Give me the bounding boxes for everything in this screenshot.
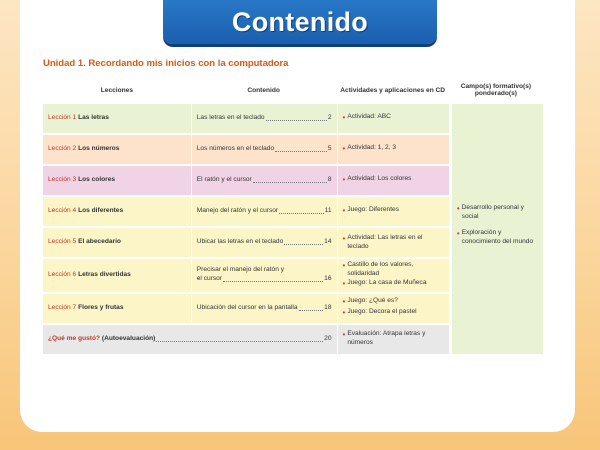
- activity-item: Actividad: Las letras en el teclado: [347, 233, 423, 250]
- activity-item: Juego: ¿Qué es?: [347, 297, 398, 305]
- content-cell: [191, 135, 337, 164]
- page-number: 11: [324, 207, 332, 215]
- content-text: Precisar el manejo del ratón y: [196, 266, 284, 274]
- title-banner: [163, 0, 437, 44]
- page-number: 14: [324, 238, 332, 246]
- page-number: 5: [327, 145, 332, 153]
- lesson-number: Lección 3: [48, 176, 77, 184]
- page-number: 2: [327, 114, 332, 122]
- lesson-number: Lección 1: [48, 114, 77, 122]
- content-cell: [191, 294, 337, 323]
- activity-item: Juego: Decora el pastel: [347, 308, 417, 316]
- contents-table: [43, 76, 543, 356]
- content-text: Manejo del ratón y el cursor: [196, 207, 279, 215]
- lesson-name: Los diferentes: [78, 207, 124, 215]
- col-campo: Campo(s) formativo(s) ponderado(s): [460, 83, 532, 97]
- lesson-number: Lección 5: [48, 238, 77, 246]
- lesson-cell: [43, 228, 191, 257]
- content-text: Las letras en el teclado: [196, 114, 265, 122]
- campo-item: Exploración y conocimiento del mundo: [461, 228, 534, 245]
- campo-item: Desarrollo personal y social: [461, 204, 524, 220]
- col-content: Contenido: [247, 86, 280, 94]
- content-cell: [191, 166, 337, 195]
- lesson-number: Lección 7: [48, 303, 77, 311]
- lesson-cell: [43, 135, 191, 164]
- activities-cell: • Juego: Diferentes: [337, 197, 449, 226]
- table-row: [43, 104, 543, 133]
- table-header: [43, 78, 543, 102]
- activities-cell: • Castillo de los valores, solidaridad • Juego: La casa de Muñeca: [337, 259, 449, 292]
- activity-item: Juego: Diferentes: [347, 206, 399, 214]
- self-eval-label: (Autoevaluación): [101, 334, 156, 342]
- activities-cell: • Juego: ¿Qué es? • Juego: Decora el pastel: [337, 294, 449, 323]
- lesson-name: El abecedario: [78, 238, 121, 246]
- page-title: Contenido: [231, 6, 369, 37]
- lesson-cell: [43, 166, 191, 195]
- lesson-number: Lección 6: [48, 270, 77, 278]
- activity-item: Actividad: Los colores: [347, 175, 412, 183]
- self-eval-title: ¿Qué me gustó?: [48, 334, 101, 342]
- content-cell: [191, 259, 337, 292]
- lesson-cell: [43, 104, 191, 133]
- lesson-name: Letras divertidas: [78, 270, 131, 278]
- self-eval-cell: [43, 325, 337, 354]
- content-cell: [191, 104, 337, 133]
- activities-cell: • Actividad: 1, 2, 3: [337, 135, 449, 164]
- col-lessons: Lecciones: [100, 86, 134, 94]
- activity-item: Actividad: ABC: [347, 113, 391, 121]
- lesson-cell: [43, 259, 191, 292]
- activity-item: Evaluación: Atrapa letras y números: [347, 330, 426, 347]
- page-number: 18: [324, 303, 332, 311]
- activities-cell: • Actividad: Las letras en el teclado: [337, 228, 449, 257]
- content-cell: [191, 197, 337, 226]
- unit-title: Unidad 1. Recordando mis inicios con la computadora: [43, 58, 289, 69]
- content-text: Los números en el teclado: [196, 145, 275, 153]
- lesson-cell: [43, 294, 191, 323]
- lesson-name: Los números: [78, 145, 120, 153]
- lesson-name: Flores y frutas: [78, 303, 124, 311]
- content-text: Ubicación del cursor en la pantalla: [196, 303, 298, 311]
- activities-cell: • Actividad: ABC: [337, 104, 449, 133]
- lesson-name: Los colores: [78, 176, 116, 184]
- content-text: el cursor: [196, 275, 223, 283]
- activity-item: Actividad: 1, 2, 3: [347, 144, 397, 152]
- col-activities: Actividades y aplicaciones en CD: [340, 86, 446, 94]
- page-number: 20: [324, 334, 332, 342]
- page-number: 16: [324, 275, 332, 283]
- lesson-cell: [43, 197, 191, 226]
- lesson-name: Las letras: [78, 114, 109, 122]
- content-text: Ubicar las letras en el teclado: [196, 238, 284, 246]
- activity-item: Juego: La casa de Muñeca: [347, 278, 427, 286]
- content-cell: [191, 228, 337, 257]
- lesson-number: Lección 2: [48, 145, 77, 153]
- activities-cell: • Evaluación: Atrapa letras y números: [337, 325, 449, 354]
- activities-cell: • Actividad: Los colores: [337, 166, 449, 195]
- campo-cell: • Desarrollo personal y social • Exploración y conocimiento del mundo: [449, 104, 543, 354]
- activity-item: Castillo de los valores, solidaridad: [347, 261, 414, 277]
- content-text: El ratón y el cursor: [196, 176, 252, 184]
- page-number: 8: [327, 176, 332, 184]
- lesson-number: Lección 4: [48, 207, 77, 215]
